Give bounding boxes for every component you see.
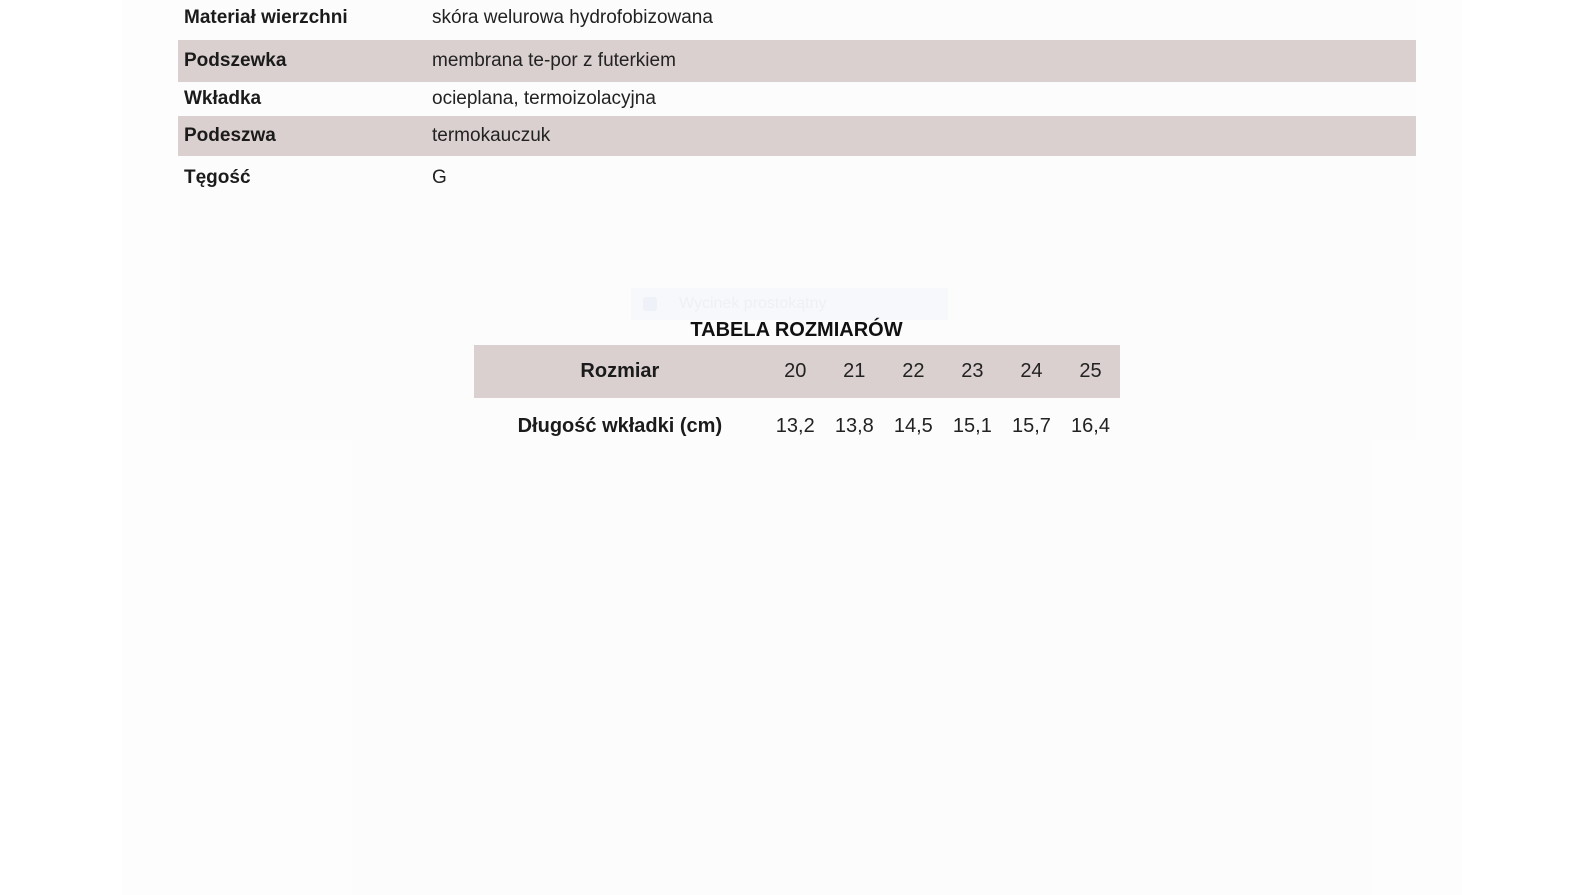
length-cell: 13,8: [834, 414, 874, 437]
specs-table: [178, 0, 1416, 200]
length-cell: 14,5: [893, 414, 933, 437]
spec-value: termokauczuk: [432, 125, 551, 146]
spec-value: skóra welurowa hydrofobizowana: [432, 7, 713, 28]
snip-icon: [643, 297, 657, 311]
spec-row-width: [178, 156, 1416, 200]
size-cell: 23: [961, 360, 984, 382]
size-cell: 25: [1079, 360, 1102, 382]
spec-label: Wkładka: [184, 88, 262, 109]
size-cell: 20: [784, 360, 807, 382]
size-table-length-row: [474, 398, 1120, 454]
spec-row-sole: [178, 116, 1416, 156]
length-cell: 15,7: [1011, 414, 1051, 437]
snip-tool-label: Wycinek prostokątny: [679, 295, 827, 312]
spec-row-lining: [178, 40, 1416, 82]
spec-label: Tęgość: [184, 167, 251, 188]
size-table-header-row: [474, 345, 1120, 398]
snip-tool-overlay: [631, 288, 948, 320]
spec-label: Podszewka: [184, 50, 287, 71]
size-cell: 22: [902, 360, 925, 382]
length-row-label: Długość wkładki (cm): [517, 414, 723, 437]
spec-value: G: [432, 167, 447, 188]
size-table: [474, 345, 1120, 454]
size-cell: 21: [843, 360, 866, 382]
size-cell: 24: [1020, 360, 1043, 382]
spec-value: ocieplana, termoizolacyjna: [432, 88, 656, 109]
length-cell: 13,2: [775, 414, 815, 437]
spec-row-material: [178, 0, 1416, 36]
spec-label: Podeszwa: [184, 125, 276, 146]
spec-row-insole: [178, 82, 1416, 116]
spec-value: membrana te-por z futerkiem: [432, 50, 676, 71]
size-table-title: TABELA ROZMIARÓW: [690, 319, 903, 341]
length-cell: 16,4: [1071, 414, 1110, 437]
spec-label: Materiał wierzchni: [184, 7, 348, 28]
background-panel: [352, 440, 1372, 895]
size-header-label: Rozmiar: [580, 360, 660, 382]
length-cell: 15,1: [952, 414, 992, 437]
